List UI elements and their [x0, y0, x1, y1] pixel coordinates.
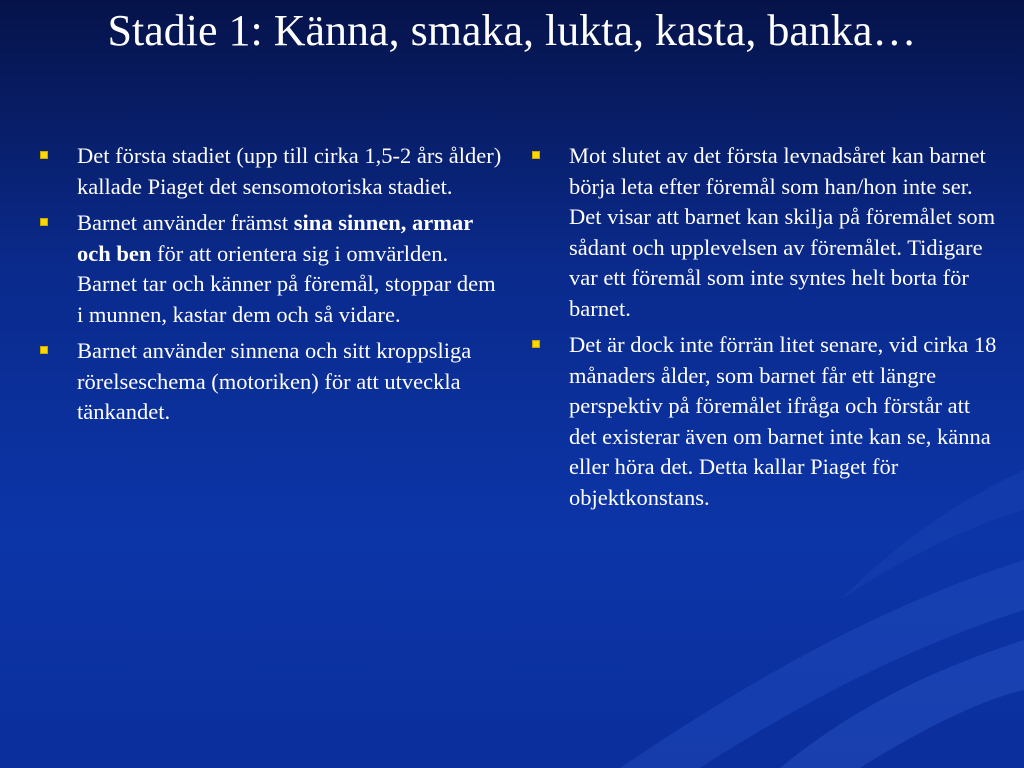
square-bullet-icon: [40, 346, 48, 354]
list-item: [36, 336, 502, 428]
bullet-text: Det första stadiet (upp till cirka 1,5-2 års ålder) kallade Piaget det sensomotoriska stadiet.: [77, 143, 502, 199]
list-item: [36, 141, 502, 202]
slide-title: Stadie 1: Känna, smaka, lukta, kasta, banka…: [107, 6, 917, 55]
list-item: [528, 141, 998, 324]
left-bullet-list: [36, 141, 502, 428]
list-item: [528, 330, 998, 513]
bullet-text-post: för att orientera sig i omvärlden. Barnet tar och känner på föremål, stoppar dem i munnen, kastar dem och så vidare.: [77, 240, 496, 327]
bullet-text-pre: Barnet använder främst: [77, 210, 294, 235]
square-bullet-icon: [40, 218, 48, 226]
bullet-text-bold: sina sinnen, armar och ben: [77, 210, 473, 266]
square-bullet-icon: [40, 151, 48, 159]
square-bullet-icon: [532, 340, 540, 348]
list-item: [36, 208, 502, 330]
right-bullet-list: [528, 141, 998, 513]
bullet-text: Det är dock inte förrän litet senare, vid cirka 18 månaders ålder, som barnet får ett längre perspektiv på föremålet ifråga och förstår att det existerar även om barnet inte kan se, känna eller höra det. Detta kallar Piaget för objektkonstans.: [569, 332, 997, 510]
right-column: [528, 141, 998, 519]
bullet-text: Barnet använder sinnena och sitt kroppsliga rörelseschema (motoriken) för att utveckla tänkandet.: [77, 338, 472, 424]
left-column: [36, 141, 502, 434]
square-bullet-icon: [532, 151, 540, 159]
bullet-text: Mot slutet av det första levnadsåret kan barnet börja leta efter föremål som han/hon inte ser. Det visar att barnet kan skilja på föremålet som sådant och upplevelsen av föremålet. Tidigare var ett föremål som inte syntes helt borta för barnet.: [569, 143, 996, 321]
